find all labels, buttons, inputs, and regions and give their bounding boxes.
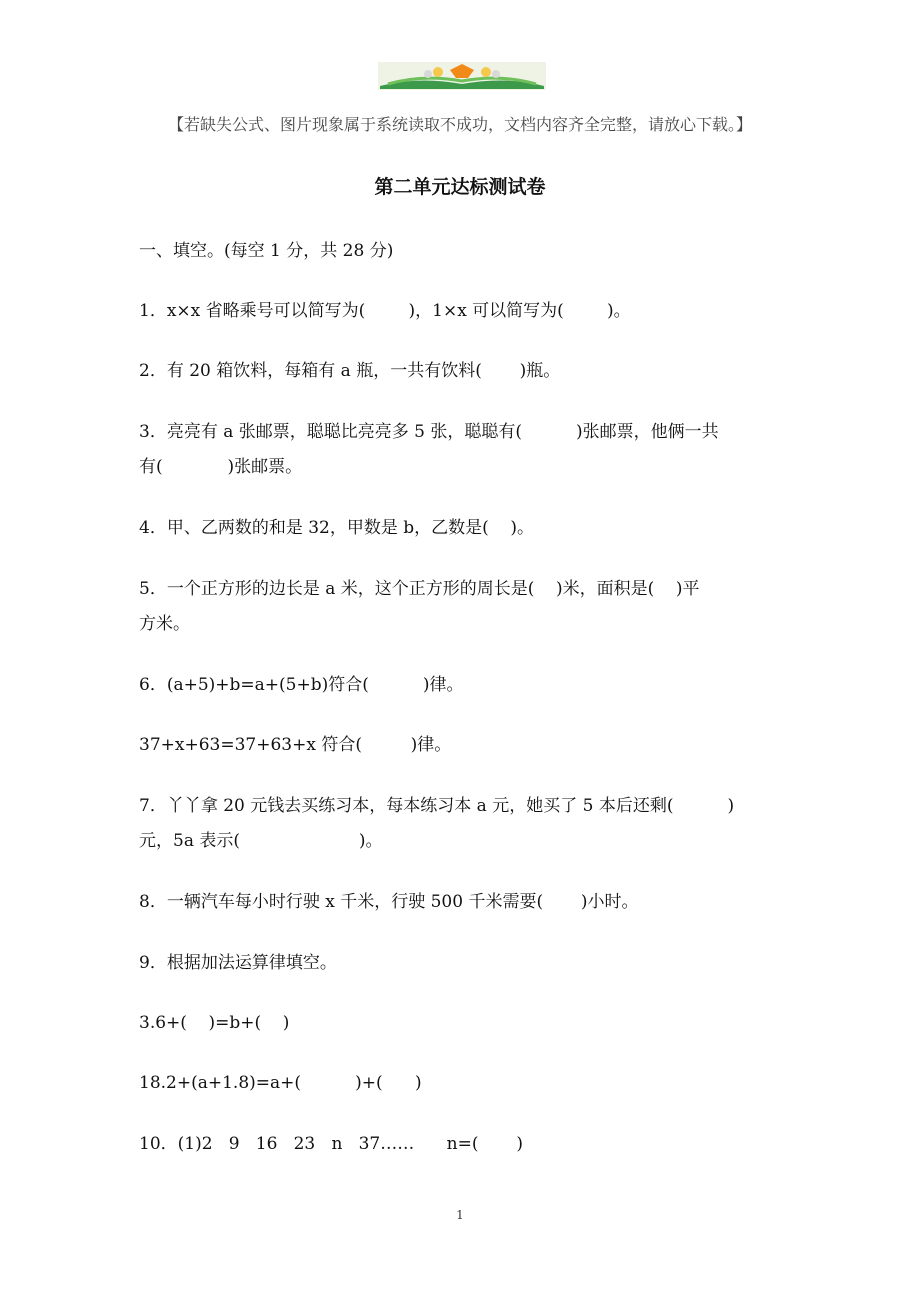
question-line: 5．一个正方形的边长是 a 米，这个正方形的周长是( )米，面积是( )平 — [139, 579, 700, 599]
question-line: 1．x×x 省略乘号可以简写为( )，1×x 可以简写为( )。 — [139, 301, 631, 321]
question-line: 10．(1)2 9 16 23 n 37…… n=( ) — [139, 1134, 523, 1154]
question-line: 3.6+( )=b+( ) — [139, 1013, 290, 1033]
section-heading: 一、填空。(每空 1 分，共 28 分) — [139, 241, 394, 261]
question-line: 方米。 — [139, 614, 190, 634]
page-title: 第二单元达标测试卷 — [374, 176, 546, 198]
question-line: 元，5a 表示( )。 — [139, 831, 383, 851]
question-line: 7．丫丫拿 20 元钱去买练习本，每本练习本 a 元，她买了 5 本后还剩( ) — [139, 796, 735, 816]
question-line: 3．亮亮有 a 张邮票，聪聪比亮亮多 5 张，聪聪有( )张邮票，他俩一共 — [139, 422, 719, 442]
question-line: 8．一辆汽车每小时行驶 x 千米，行驶 500 千米需要( )小时。 — [139, 892, 639, 912]
books-logo-icon — [378, 62, 546, 90]
question-line: 2．有 20 箱饮料，每箱有 a 瓶，一共有饮料( )瓶。 — [139, 361, 561, 381]
question-line: 有( )张邮票。 — [139, 457, 303, 477]
question-line: 37+x+63=37+63+x 符合( )律。 — [139, 735, 452, 755]
question-line: 4．甲、乙两数的和是 32，甲数是 b，乙数是( )。 — [139, 518, 535, 538]
question-line: 6．(a+5)+b=a+(5+b)符合( )律。 — [139, 675, 464, 695]
question-line: 18.2+(a+1.8)=a+( )+( ) — [139, 1073, 422, 1093]
missing-content-notice: 【若缺失公式、图片现象属于系统读取不成功，文档内容齐全完整，请放心下载。】 — [167, 115, 752, 134]
page-number: 1 — [456, 1208, 464, 1222]
question-line: 9．根据加法运算律填空。 — [139, 953, 337, 973]
